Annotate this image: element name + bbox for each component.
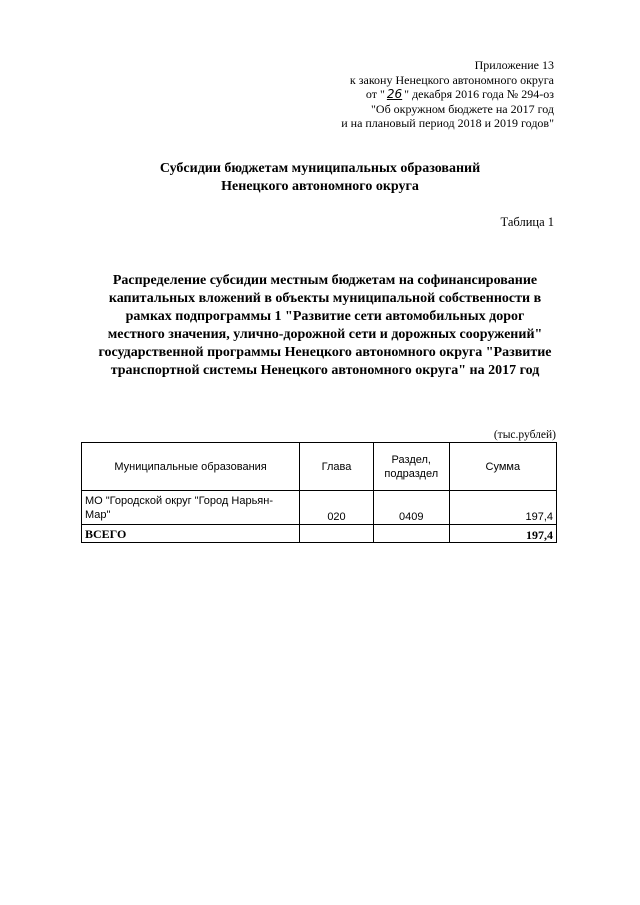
handwritten-day: 26: [386, 87, 403, 102]
header-municipality: Муниципальные образования: [82, 443, 300, 491]
table-row: [82, 491, 557, 525]
cell-section: 0409: [373, 491, 449, 525]
cell-chapter: 020: [300, 491, 374, 525]
table-label: Таблица 1: [500, 215, 554, 229]
total-chapter-empty: [300, 525, 374, 543]
table-total-row: [82, 525, 557, 543]
distribution-title-line: Распределение субсидии местным бюджетам на софинансирование: [112, 273, 538, 288]
appendix-block: [341, 58, 554, 131]
appendix-date-prefix: от ": [365, 87, 385, 102]
cell-sum: 197,4: [449, 491, 556, 525]
cell-municipality-line2: Мар": [85, 508, 111, 521]
subsidy-table: [81, 442, 557, 543]
table-header-row: [82, 443, 557, 491]
page-title-line2: Ненецкого автономного округа: [221, 179, 419, 194]
total-label: ВСЕГО: [82, 525, 300, 543]
total-sum: 197,4: [449, 525, 556, 543]
distribution-title-line: государственной программы Ненецкого автономного округа "Развитие: [98, 345, 552, 360]
appendix-law-title-cont: и на плановый период 2018 и 2019 годов": [341, 116, 554, 131]
appendix-law-title: "Об окружном бюджете на 2017 год: [371, 101, 554, 116]
appendix-date: [341, 87, 554, 102]
header-chapter: Глава: [300, 443, 374, 491]
units-label: (тыс.рублей): [493, 429, 556, 441]
distribution-title-line: капитальных вложений в объекты муниципальной собственности в: [108, 291, 542, 306]
appendix-date-suffix: " декабря 2016 года № 294-оз: [404, 87, 554, 102]
header-section-line1: Раздел,: [391, 453, 431, 466]
distribution-title: [90, 272, 560, 380]
distribution-title-line: рамках подпрограммы 1 "Развитие сети автомобильных дорог: [125, 309, 525, 324]
distribution-title-line: транспортной системы Ненецкого автономного округа" на 2017 год: [110, 363, 540, 378]
header-section-line2: подраздел: [384, 467, 439, 480]
appendix-law-ref: к закону Ненецкого автономного округа: [349, 72, 554, 87]
appendix-number: Приложение 13: [474, 58, 554, 72]
page-title-line1: Субсидии бюджетам муниципальных образований: [159, 161, 481, 176]
page-title: [0, 160, 640, 196]
header-section: [373, 443, 449, 491]
total-section-empty: [373, 525, 449, 543]
cell-municipality: [82, 491, 300, 525]
header-sum: Сумма: [449, 443, 556, 491]
cell-municipality-line1: МО "Городской округ "Город Нарьян-: [85, 494, 273, 507]
distribution-title-line: местного значения, улично-дорожной сети и дорожных сооружений": [107, 327, 543, 342]
